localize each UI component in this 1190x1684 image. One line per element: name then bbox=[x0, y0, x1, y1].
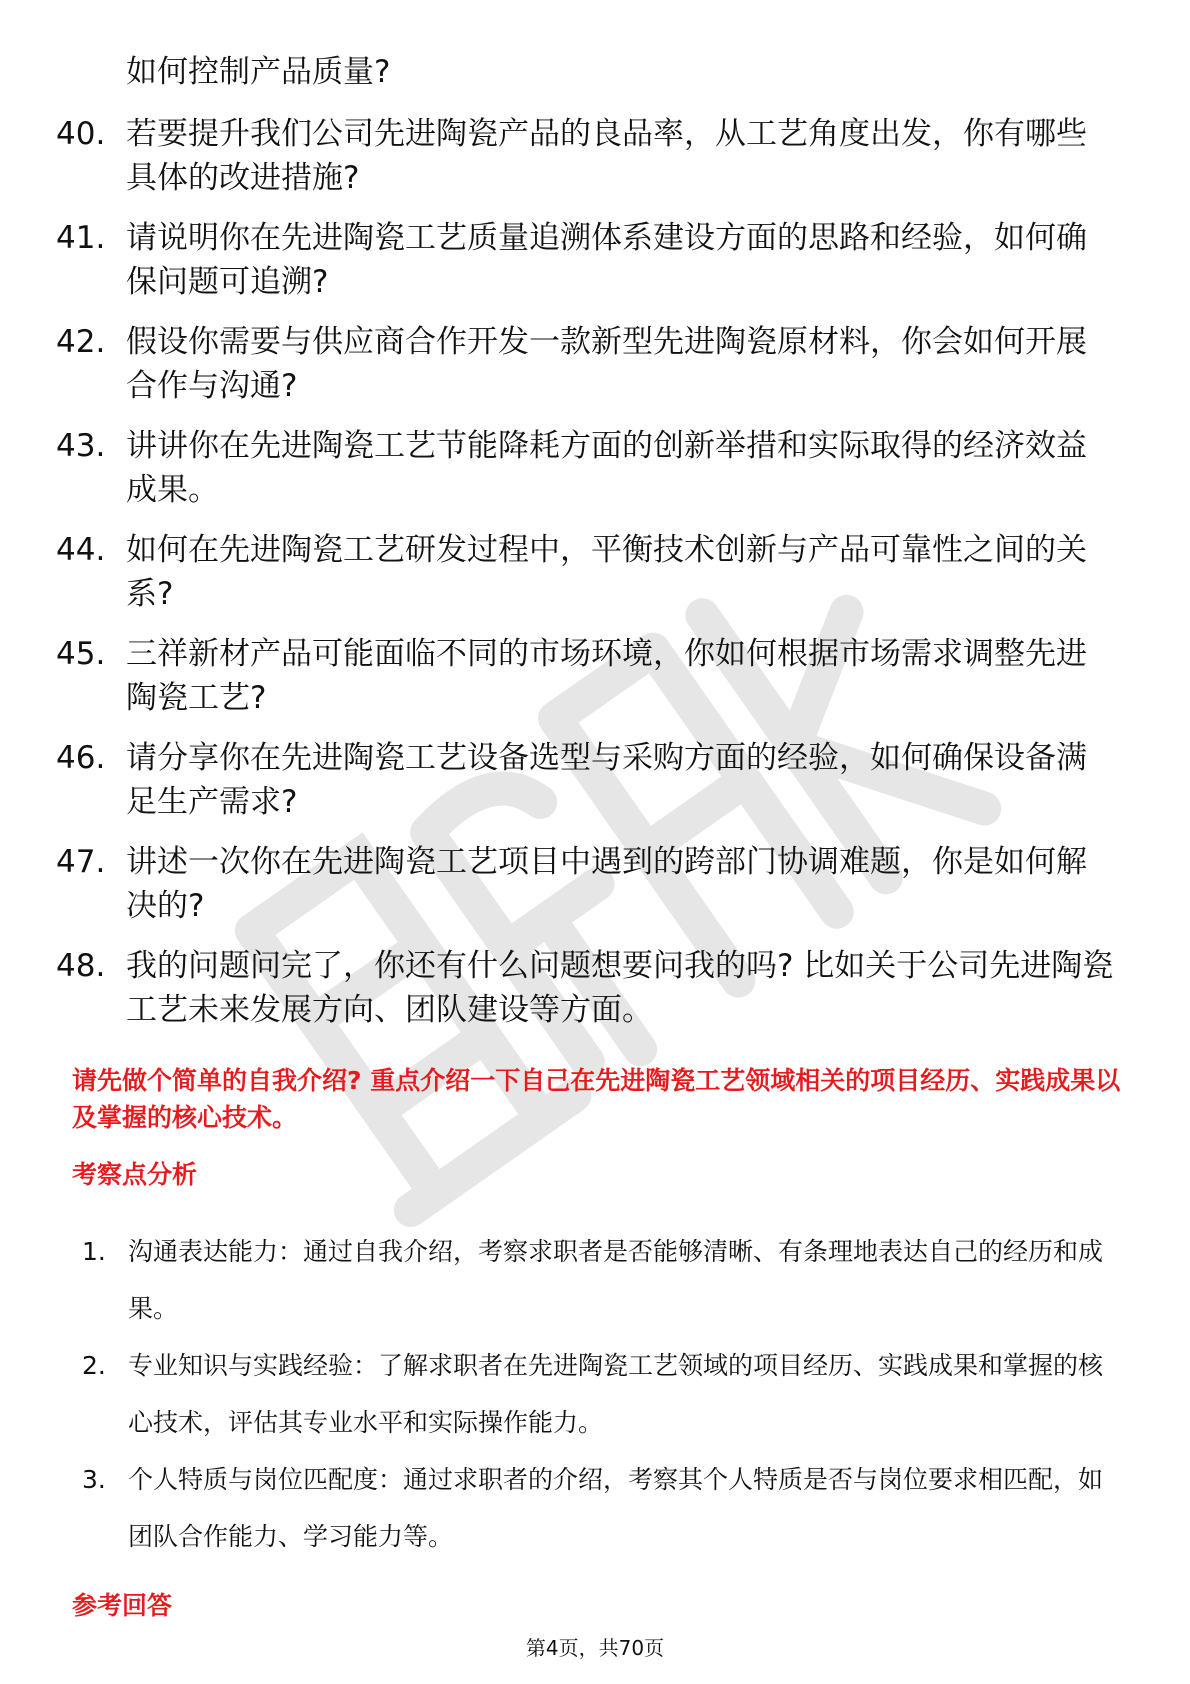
question-text: 讲讲你在先进陶瓷工艺节能降耗方面的创新举措和实际取得的经济效益成果。 bbox=[126, 428, 1087, 508]
interview-prompt: 请先做个简单的自我介绍? 重点介绍一下自己在先进陶瓷工艺领域相关的项目经历、实践成果以及掌握的核心技术。 bbox=[72, 1066, 1121, 1132]
question-item bbox=[56, 216, 1116, 304]
question-text: 三祥新材产品可能面临不同的市场环境，你如何根据市场需求调整先进陶瓷工艺? bbox=[126, 636, 1087, 716]
reference-heading: 参考回答 bbox=[72, 1591, 173, 1620]
question-text: 请分享你在先进陶瓷工艺设备选型与采购方面的经验，如何确保设备满足生产需求? bbox=[126, 740, 1087, 820]
question-continuation: 如何控制产品质量? bbox=[126, 54, 391, 90]
question-text: 我的问题问完了，你还有什么问题想要问我的吗? 比如关于公司先进陶瓷工艺未来发展方向、团队建设等方面。 bbox=[126, 948, 1114, 1028]
analysis-text: 沟通表达能力：通过自我介绍，考察求职者是否能够清晰、有条理地表达自己的经历和成果。 bbox=[128, 1237, 1104, 1323]
question-number: 43. bbox=[56, 428, 106, 464]
question-number: 44. bbox=[56, 532, 106, 568]
analysis-item bbox=[82, 1451, 1122, 1565]
analysis-item bbox=[82, 1337, 1122, 1451]
analysis-text: 个人特质与岗位匹配度：通过求职者的介绍，考察其个人特质是否与岗位要求相匹配，如团队合作能力、学习能力等。 bbox=[128, 1465, 1104, 1551]
analysis-list bbox=[82, 1223, 1122, 1565]
question-text: 如何在先进陶瓷工艺研发过程中，平衡技术创新与产品可靠性之间的关系? bbox=[126, 532, 1087, 612]
analysis-text: 专业知识与实践经验：了解求职者在先进陶瓷工艺领域的项目经历、实践成果和掌握的核心技术，评估其专业水平和实际操作能力。 bbox=[128, 1351, 1104, 1437]
question-item bbox=[56, 320, 1116, 408]
question-text: 假设你需要与供应商合作开发一款新型先进陶瓷原材料，你会如何开展合作与沟通? bbox=[126, 324, 1087, 404]
question-text: 讲述一次你在先进陶瓷工艺项目中遇到的跨部门协调难题，你是如何解决的? bbox=[126, 844, 1087, 924]
question-number: 47. bbox=[56, 844, 106, 880]
question-item bbox=[56, 424, 1116, 512]
analysis-number: 2. bbox=[82, 1351, 106, 1380]
question-item bbox=[56, 736, 1116, 824]
question-item bbox=[56, 944, 1116, 1032]
question-item bbox=[56, 840, 1116, 928]
analysis-heading: 考察点分析 bbox=[72, 1160, 198, 1189]
page-footer: 第4页，共70页 bbox=[525, 1636, 665, 1660]
question-item bbox=[56, 112, 1116, 200]
question-number: 40. bbox=[56, 116, 106, 152]
question-number: 41. bbox=[56, 220, 106, 256]
question-text: 请说明你在先进陶瓷工艺质量追溯体系建设方面的思路和经验，如何确保问题可追溯? bbox=[126, 220, 1087, 300]
question-list bbox=[56, 112, 1116, 1048]
analysis-number: 3. bbox=[82, 1465, 106, 1494]
question-item bbox=[56, 632, 1116, 720]
analysis-number: 1. bbox=[82, 1237, 106, 1266]
analysis-item bbox=[82, 1223, 1122, 1337]
question-number: 45. bbox=[56, 636, 106, 672]
question-number: 42. bbox=[56, 324, 106, 360]
question-number: 46. bbox=[56, 740, 106, 776]
question-number: 48. bbox=[56, 948, 106, 984]
question-text: 若要提升我们公司先进陶瓷产品的良品率，从工艺角度出发，你有哪些具体的改进措施? bbox=[126, 116, 1087, 196]
question-item bbox=[56, 528, 1116, 616]
